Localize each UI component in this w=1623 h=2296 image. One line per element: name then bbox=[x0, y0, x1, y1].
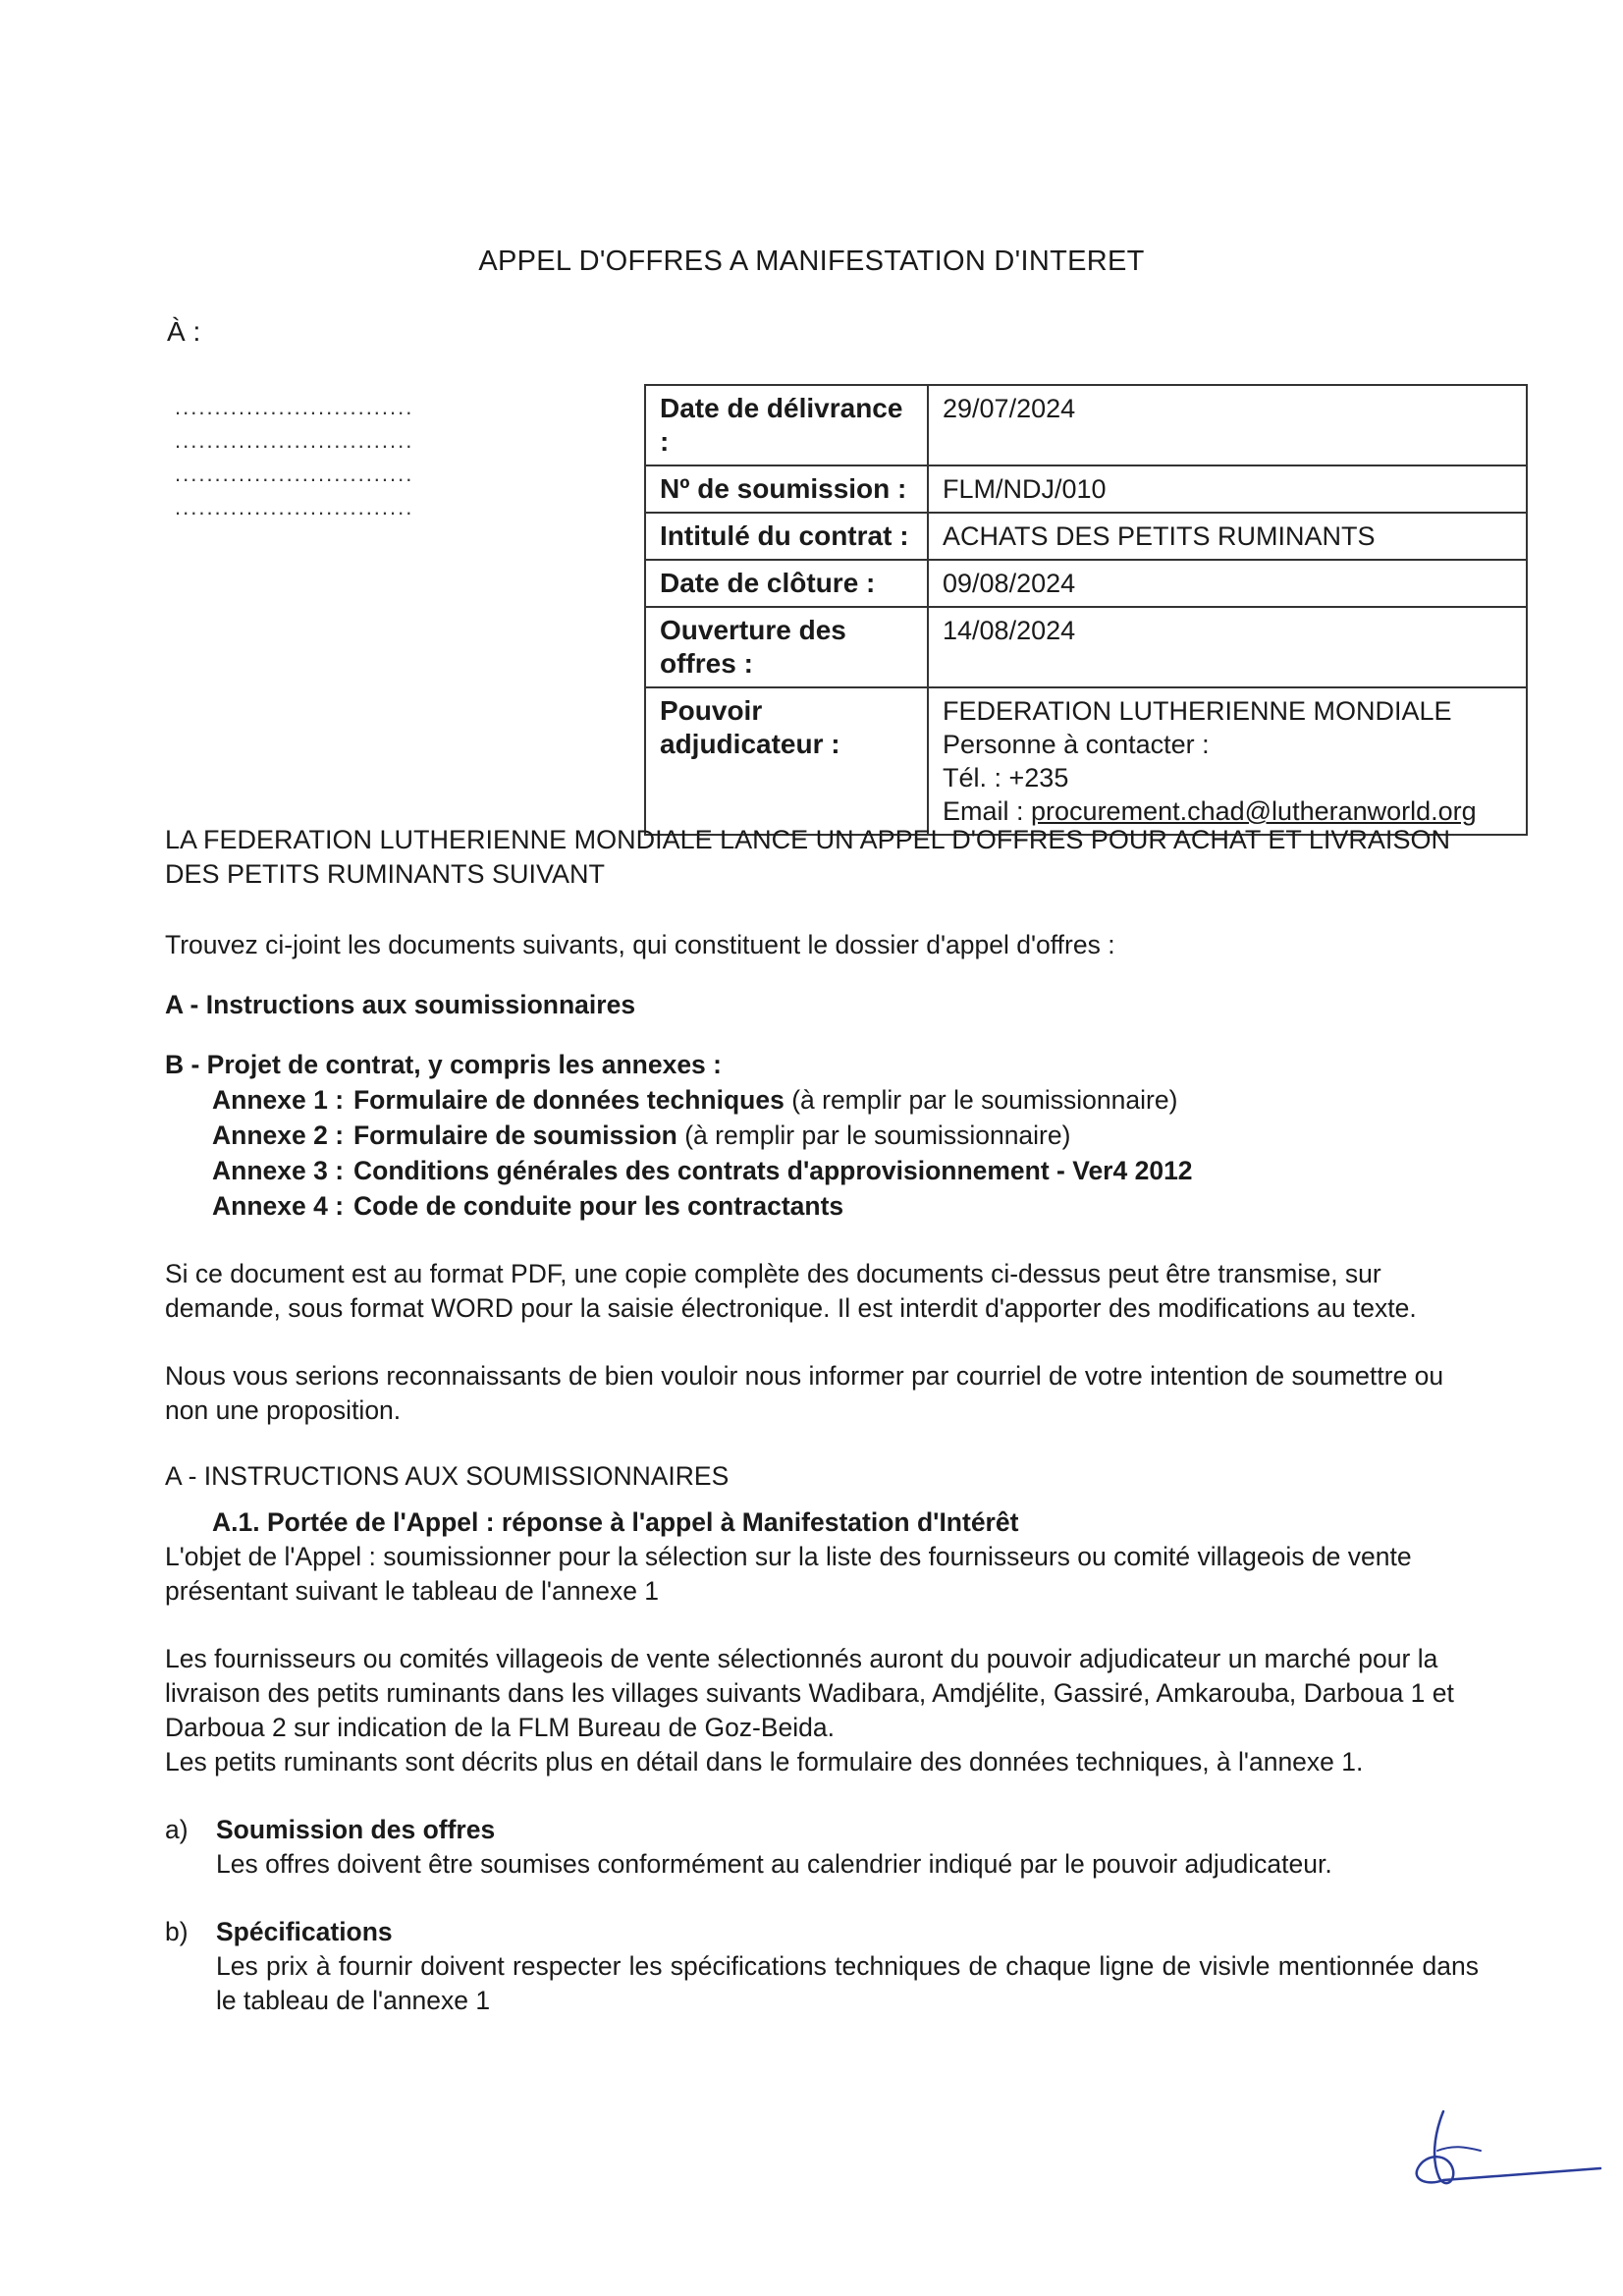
address-line: .............................. bbox=[175, 462, 414, 486]
annex-title: Formulaire de données techniques bbox=[353, 1085, 784, 1115]
contract-title-value: ACHATS DES PETITS RUMINANTS bbox=[928, 513, 1527, 560]
table-row bbox=[645, 607, 1527, 687]
opening-date-label: Ouverture des offres : bbox=[645, 607, 928, 687]
contract-title-label: Intitulé du contrat : bbox=[645, 513, 928, 560]
annex-note: (à remplir par le soumissionnaire) bbox=[676, 1121, 1071, 1150]
authority-value bbox=[928, 687, 1527, 835]
instructions-heading: A - INSTRUCTIONS AUX SOUMISSIONNAIRES bbox=[165, 1461, 730, 1491]
table-row bbox=[645, 465, 1527, 513]
table-row bbox=[645, 560, 1527, 607]
closing-date-value: 09/08/2024 bbox=[928, 560, 1527, 607]
item-title: Soumission des offres bbox=[216, 1815, 496, 1844]
list-item bbox=[165, 1915, 1479, 2018]
annex-label: Annexe 4 : bbox=[212, 1191, 345, 1221]
item-marker: b) bbox=[165, 1917, 189, 1946]
handwritten-signature bbox=[1404, 2092, 1610, 2200]
contact-person: Personne à contacter : bbox=[943, 730, 1210, 759]
section-a-title: A - Instructions aux soumissionnaires bbox=[165, 990, 636, 1019]
document-title: APPEL D'OFFRES A MANIFESTATION D'INTERET bbox=[478, 246, 1145, 277]
annex-list bbox=[165, 1082, 1479, 1224]
authority-name: FEDERATION LUTHERIENNE MONDIALE bbox=[943, 696, 1452, 726]
table-row bbox=[645, 687, 1527, 835]
address-line: .............................. bbox=[175, 395, 414, 419]
opening-date-value: 14/08/2024 bbox=[928, 607, 1527, 687]
table-row bbox=[645, 385, 1527, 465]
issue-date-value: 29/07/2024 bbox=[928, 385, 1527, 465]
list-item bbox=[165, 1813, 1479, 1882]
closing-date-label: Date de clôture : bbox=[645, 560, 928, 607]
annex-title: Code de conduite pour les contractants bbox=[353, 1191, 844, 1221]
address-line: .............................. bbox=[175, 428, 414, 453]
item-text: Les offres doivent être soumises conformément au calendrier indiqué par le pouvoir adjudicateur. bbox=[216, 1849, 1332, 1879]
annex-note: (à remplir par le soumissionnaire) bbox=[784, 1085, 1178, 1115]
document-body bbox=[165, 823, 1479, 2018]
annex-label: Annexe 2 : bbox=[212, 1121, 345, 1150]
pdf-note-paragraph: Si ce document est au format PDF, une copie complète des documents ci-dessus peut être transmise, sur demande, sous format WORD pour la saisie électronique. Il est interdit d'apporter des modifications au texte. bbox=[165, 1259, 1417, 1323]
a1-object-paragraph: L'objet de l'Appel : soumissionner pour la sélection sur la liste des fournisseurs ou comité villageois de vente présentant suivant le tableau de l'annexe 1 bbox=[165, 1542, 1412, 1606]
item-text: Les prix à fournir doivent respecter les spécifications techniques de chaque ligne de visivle mentionnée dans le tableau de l'annexe 1 bbox=[216, 1951, 1479, 2015]
item-title: Spécifications bbox=[216, 1917, 393, 1946]
submission-number-value: FLM/NDJ/010 bbox=[928, 465, 1527, 513]
annex-label: Annexe 3 : bbox=[212, 1156, 345, 1185]
a1-heading: A.1. Portée de l'Appel : réponse à l'appel à Manifestation d'Intérêt bbox=[212, 1507, 1019, 1537]
authority-label: Pouvoir adjudicateur : bbox=[645, 687, 928, 835]
email-link[interactable]: procurement.chad@lutheranworld.org bbox=[1031, 796, 1477, 826]
list-item bbox=[212, 1082, 1479, 1118]
annex-label: Annexe 1 : bbox=[212, 1085, 345, 1115]
tender-info-table bbox=[644, 384, 1528, 836]
issue-date-label: Date de délivrance : bbox=[645, 385, 928, 465]
section-b-title: B - Projet de contrat, y compris les annexes : bbox=[165, 1050, 722, 1079]
annex-title: Formulaire de soumission bbox=[353, 1121, 677, 1150]
table-row bbox=[645, 513, 1527, 560]
inform-paragraph: Nous vous serions reconnaissants de bien vouloir nous informer par courriel de votre intention de soumettre ou non une proposition. bbox=[165, 1361, 1444, 1425]
announcement-heading: LA FEDERATION LUTHERIENNE MONDIALE LANCE UN APPEL D'OFFRES POUR ACHAT ET LIVRAISON DES PETITS RUMINANTS SUIVANT bbox=[165, 825, 1450, 889]
item-marker: a) bbox=[165, 1815, 189, 1844]
contact-phone: Tél. : +235 bbox=[943, 763, 1069, 793]
recipient-label: À : bbox=[167, 316, 201, 347]
recipient-address-block bbox=[175, 391, 440, 524]
address-line: .............................. bbox=[175, 495, 414, 519]
list-item bbox=[212, 1188, 1479, 1224]
annex-title: Conditions générales des contrats d'approvisionnement - Ver4 2012 bbox=[353, 1156, 1193, 1185]
list-item bbox=[212, 1153, 1479, 1188]
a1-details-paragraph: Les petits ruminants sont décrits plus en détail dans le formulaire des données techniques, à l'annexe 1. bbox=[165, 1747, 1364, 1777]
email-prefix: Email : bbox=[943, 796, 1032, 826]
submission-number-label: Nº de soumission : bbox=[645, 465, 928, 513]
intro-paragraph: Trouvez ci-joint les documents suivants, qui constituent le dossier d'appel d'offres : bbox=[165, 930, 1115, 959]
list-item bbox=[212, 1118, 1479, 1153]
a1-suppliers-paragraph: Les fournisseurs ou comités villageois de vente sélectionnés auront du pouvoir adjudicateur un marché pour la livraison des petits ruminants dans les villages suivants Wadibara, Amdjélite, Gassiré, Amkarouba, Darboua 1 et Darboua 2 sur indication de la FLM Bureau de Goz-Beida. bbox=[165, 1644, 1454, 1742]
